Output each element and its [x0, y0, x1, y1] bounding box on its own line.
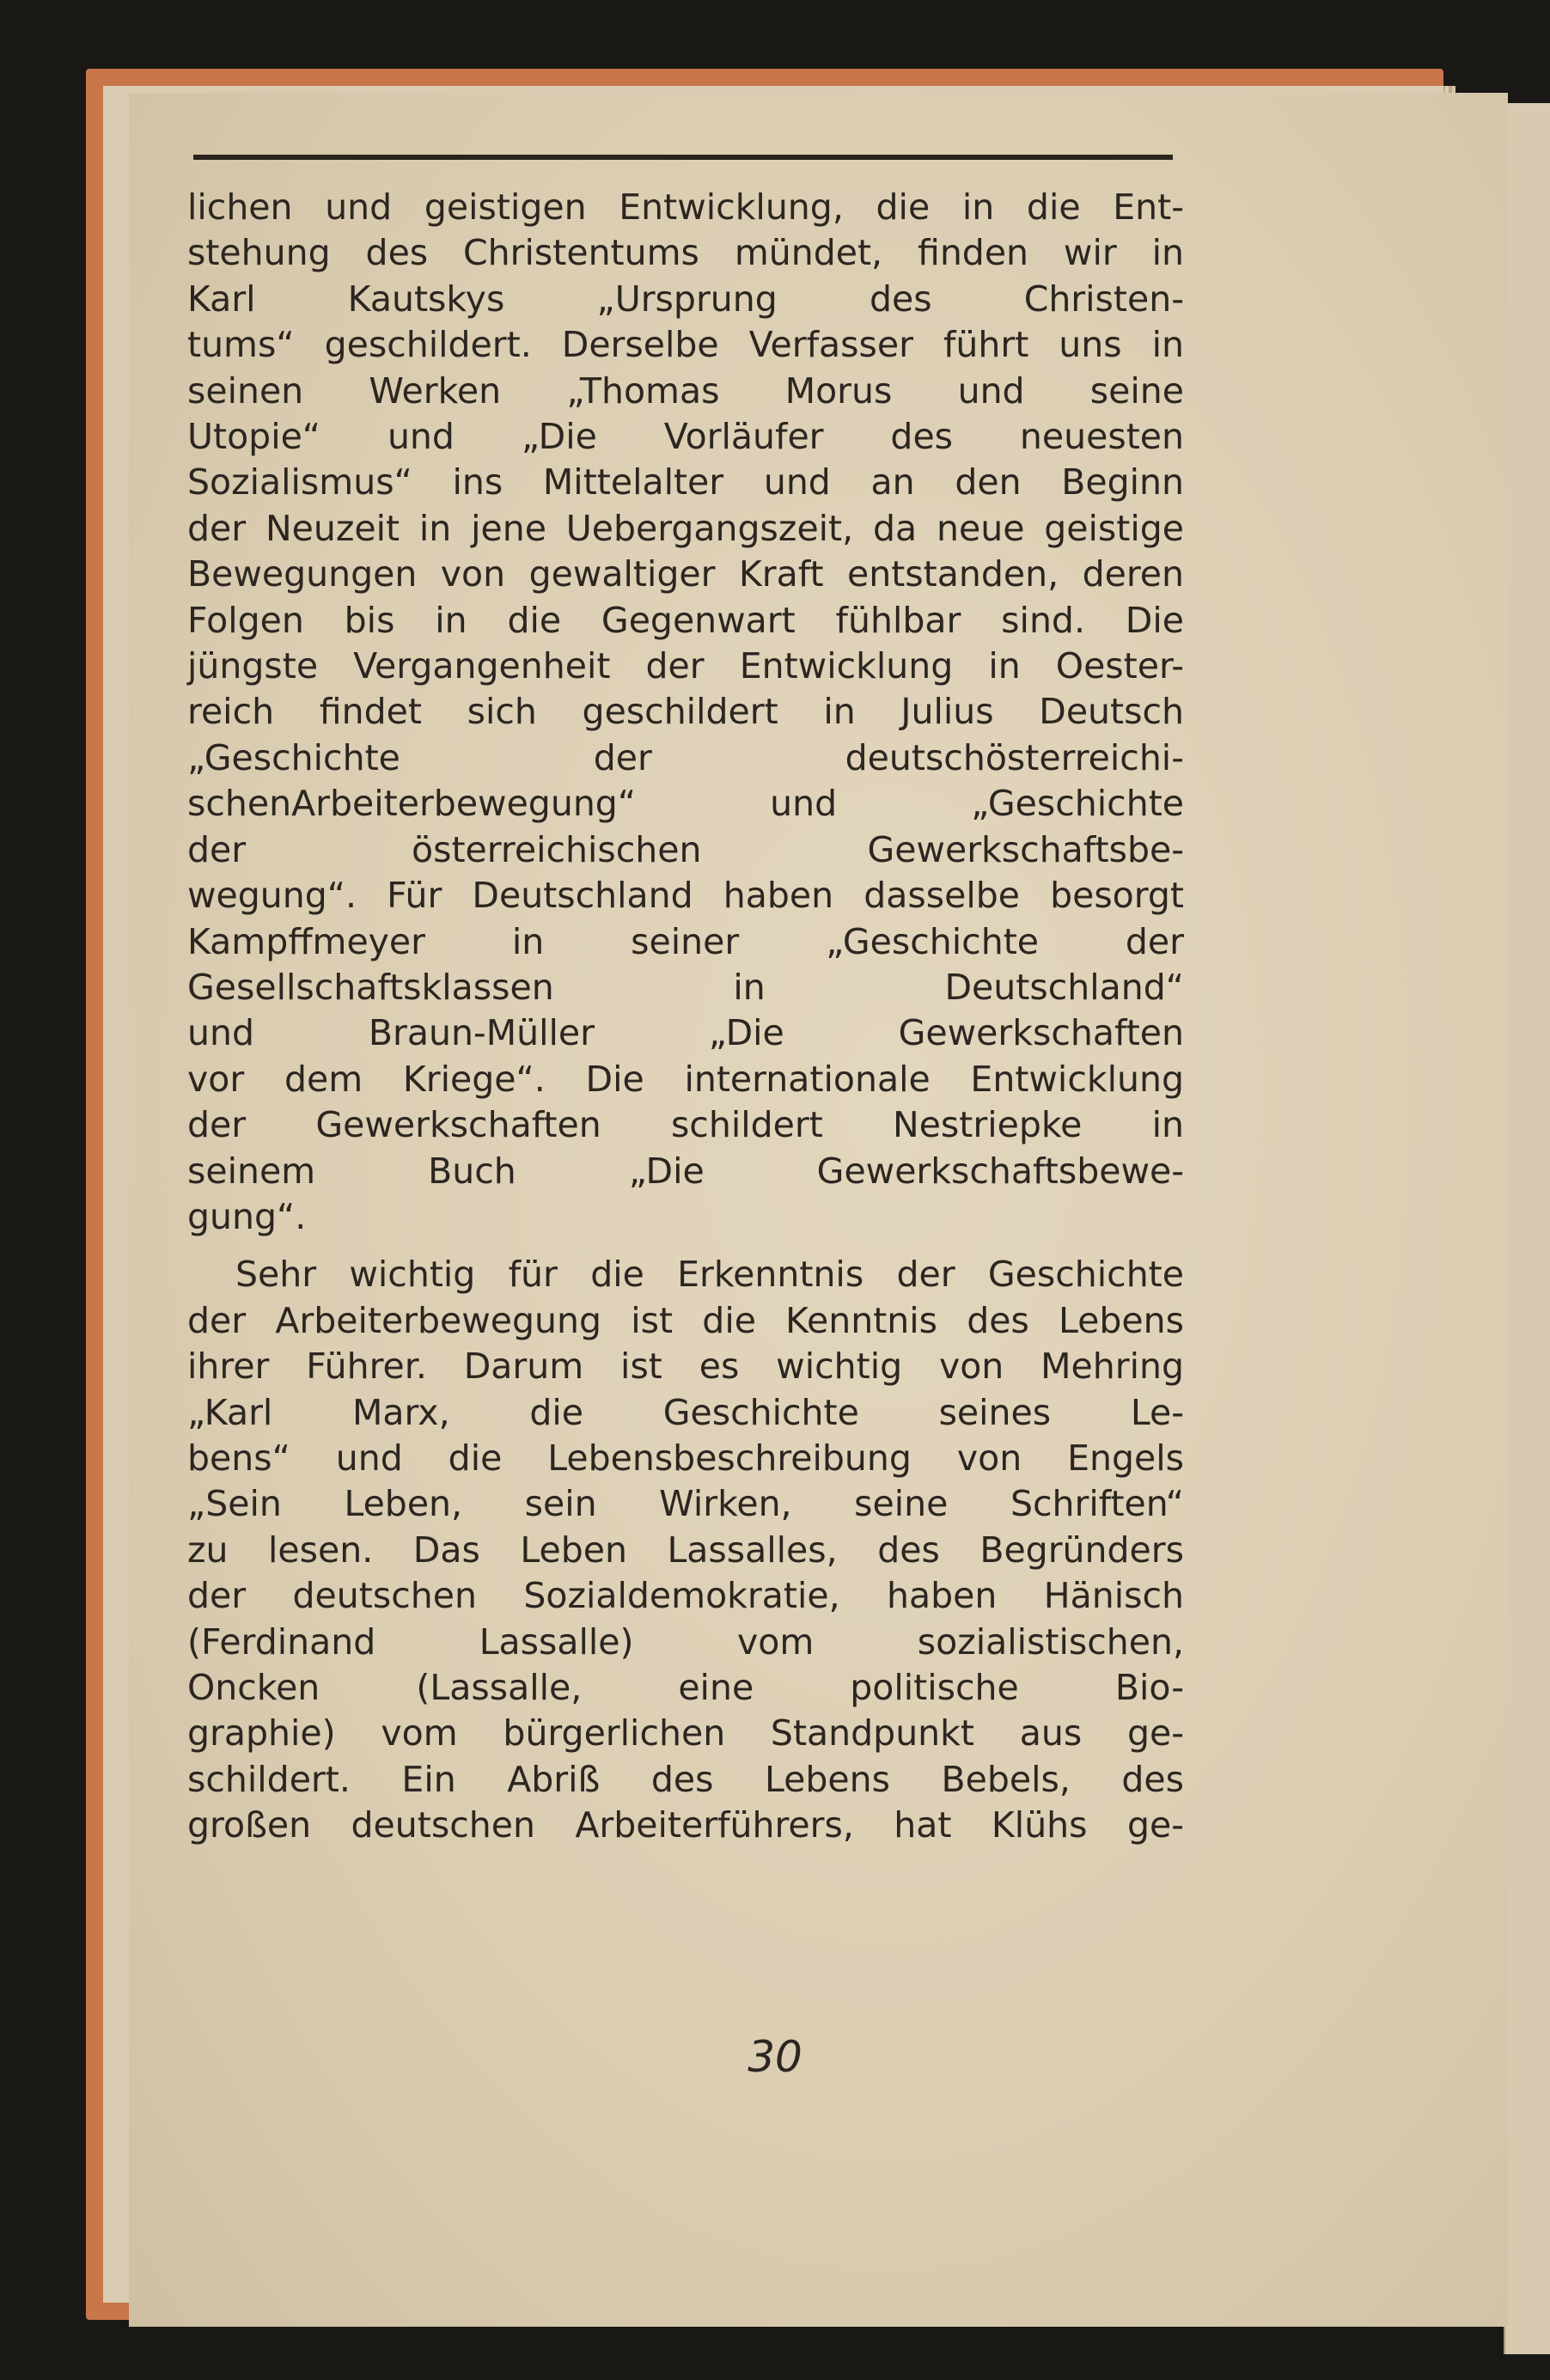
text-line: wegung“. Für Deutschland haben dasselbe besorgt	[187, 875, 1184, 917]
text-line: vor dem Kriege“. Die internationale Entwicklung	[187, 1058, 1184, 1100]
text-line: bens“ und die Lebensbeschreibung von Engels	[187, 1437, 1184, 1479]
text-line: lichen und geistigen Entwicklung, die in die Ent-	[187, 186, 1184, 228]
text-line: gung“.	[187, 1195, 307, 1237]
text-line: jüngste Vergangenheit der Entwicklung in Oester-	[187, 645, 1184, 687]
text-line: der Neuzeit in jene Uebergangszeit, da neue geistige	[187, 507, 1184, 549]
text-line: stehung des Christentums mündet, finden wir in	[187, 232, 1184, 274]
text-line: tums“ geschildert. Derselbe Verfasser führt uns in	[187, 324, 1184, 366]
facing-page-edge	[1504, 103, 1550, 2354]
paragraph-2	[187, 1252, 1184, 1848]
text-line: Sehr wichtig für die Erkenntnis der Geschichte	[235, 1254, 1184, 1296]
text-line: Bewegungen von gewaltiger Kraft entstanden, deren	[187, 553, 1184, 595]
text-line: Oncken (Lassalle, eine politische Bio-	[187, 1667, 1184, 1708]
header-rule	[193, 155, 1173, 160]
text-line: graphie) vom bürgerlichen Standpunkt aus ge-	[187, 1712, 1184, 1754]
text-line: Karl Kautskys „Ursprung des Christen-	[187, 278, 1184, 320]
text-line: schenArbeiterbewegung“ und „Geschichte	[187, 783, 1184, 825]
text-line: seinem Buch „Die Gewerkschaftsbewe-	[187, 1150, 1184, 1192]
text-line: der deutschen Sozialdemokratie, haben Hänisch	[187, 1575, 1184, 1617]
text-line: schildert. Ein Abriß des Lebens Bebels, des	[187, 1758, 1184, 1800]
text-line: „Geschichte der deutschösterreichi-	[187, 736, 1184, 778]
text-line: reich findet sich geschildert in Julius Deutsch	[187, 691, 1184, 733]
text-line: Gesellschaftsklassen in Deutschland“	[187, 966, 1184, 1008]
text-line: „Sein Leben, sein Wirken, seine Schriften“	[187, 1483, 1184, 1525]
text-line: Sozialismus“ ins Mittelalter und an den Beginn	[187, 461, 1184, 503]
text-line: zu lesen. Das Leben Lassalles, des Begründers	[187, 1529, 1184, 1571]
text-line: ihrer Führer. Darum ist es wichtig von Mehring	[187, 1346, 1184, 1388]
text-line: der österreichischen Gewerkschaftsbe-	[187, 828, 1184, 870]
body-text	[187, 185, 1184, 1849]
text-line: seinen Werken „Thomas Morus und seine	[187, 369, 1184, 412]
paragraph-gap	[187, 1240, 1184, 1252]
text-line: (Ferdinand Lassalle) vom sozialistischen,	[187, 1620, 1184, 1663]
text-line: der Arbeiterbewegung ist die Kenntnis des Lebens	[187, 1299, 1184, 1341]
text-line: „Karl Marx, die Geschichte seines Le-	[187, 1391, 1184, 1433]
text-line: großen deutschen Arbeiterführers, hat Klühs ge-	[187, 1804, 1184, 1846]
text-line: Kampffmeyer in seiner „Geschichte der	[187, 920, 1184, 962]
paragraph-1	[187, 185, 1184, 1240]
text-line: und Braun-Müller „Die Gewerkschaften	[187, 1012, 1184, 1054]
text-line: Folgen bis in die Gegenwart fühlbar sind. Die	[187, 599, 1184, 641]
page-number: 30	[748, 2032, 802, 2082]
text-line: Utopie“ und „Die Vorläufer des neuesten	[187, 416, 1184, 458]
text-line: der Gewerkschaften schildert Nestriepke in	[187, 1104, 1184, 1146]
